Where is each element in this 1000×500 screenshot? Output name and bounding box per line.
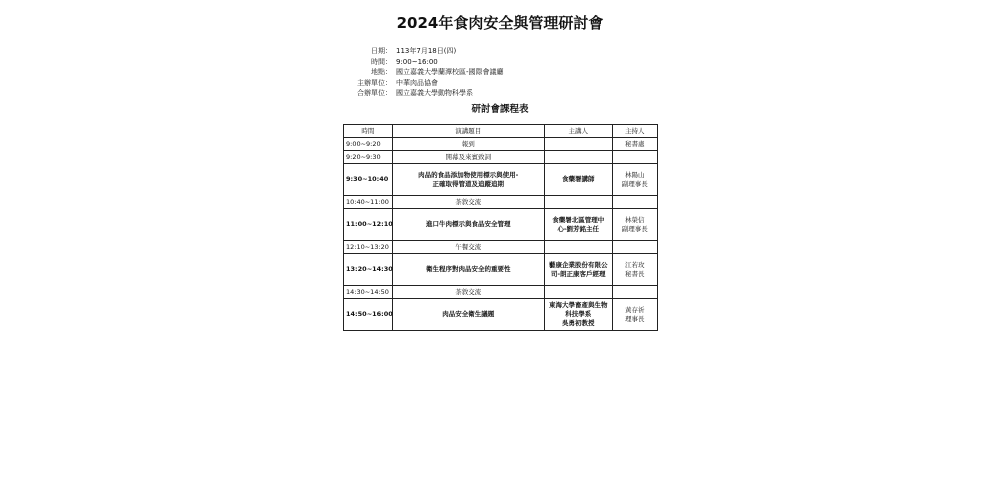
host-line: 林榮信 (625, 215, 645, 224)
table-row (344, 151, 658, 164)
time-cell: 10:40~11:00 (344, 196, 393, 209)
host-cell (612, 164, 657, 196)
time-cell: 9:00~9:20 (344, 138, 393, 151)
time-cell: 14:30~14:50 (344, 286, 393, 299)
topic-cell: 肉品安全衛生議題 (392, 299, 544, 331)
topic-line: 正確取得管道及追蹤追期 (432, 179, 504, 188)
info-label: 地點： (371, 68, 392, 76)
host-cell (612, 196, 657, 209)
host-line: 副理事長 (621, 179, 648, 188)
host-cell (612, 286, 657, 299)
speaker-cell (544, 196, 612, 209)
info-label: 日期： (371, 47, 392, 55)
info-row-time (330, 57, 504, 68)
speaker-cell (544, 241, 612, 254)
host-line: 秘書長 (625, 269, 645, 278)
host-line: 黃存祈 (625, 305, 645, 314)
time-cell: 9:30~10:40 (344, 164, 393, 196)
speaker-line: 吳勇初教授 (561, 319, 595, 327)
info-label: 主辦單位： (357, 78, 392, 87)
speaker-cell (544, 286, 612, 299)
header-speaker: 主講人 (544, 125, 612, 138)
time-cell: 12:10~13:20 (344, 241, 393, 254)
schedule-table (343, 124, 658, 331)
info-row-co-organizer (330, 88, 504, 99)
speaker-cell: 食藥署講師 (544, 164, 612, 196)
host-line: 林陽山 (625, 170, 645, 179)
topic-line: 肉品的食品添加物使用標示與使用- (418, 170, 519, 179)
table-row (344, 209, 658, 241)
info-value: 9:00~16:00 (396, 57, 438, 66)
table-row (344, 164, 658, 196)
info-value: 國立嘉義大學蘭潭校區-國際會議廳 (396, 68, 504, 76)
speaker-line: 食藥署北區管理中 (552, 215, 605, 224)
topic-cell: 茶敘交流 (392, 286, 544, 299)
topic-cell: 報到 (392, 138, 544, 151)
header-topic: 演講題目 (392, 125, 544, 138)
topic-cell: 午餐交流 (392, 241, 544, 254)
host-cell (612, 241, 657, 254)
host-cell (612, 299, 657, 331)
speaker-line: 東海大學畜產與生物 (548, 301, 608, 309)
topic-cell (392, 164, 544, 196)
speaker-cell (544, 151, 612, 164)
speaker-line: 藝康企業股份有限公 (548, 260, 608, 269)
topic-cell: 衛生程序對肉品安全的重要性 (392, 254, 544, 286)
topic-cell: 茶敘交流 (392, 196, 544, 209)
info-row-location (330, 67, 504, 78)
speaker-cell (544, 254, 612, 286)
time-cell: 9:20~9:30 (344, 151, 393, 164)
info-label: 合辦單位： (357, 89, 392, 97)
topic-cell: 進口牛肉標示與食品安全管理 (392, 209, 544, 241)
page-title: 2024年食肉安全與管理研討會 (396, 14, 604, 32)
host-cell (612, 151, 657, 164)
host-cell (612, 209, 657, 241)
topic-cell: 開幕及來賓致詞 (392, 151, 544, 164)
table-header-row (344, 125, 658, 138)
info-value: 113年7月18日(四) (396, 47, 457, 55)
event-info (330, 46, 504, 99)
speaker-line: 心-劉芳銘主任 (557, 224, 600, 233)
time-cell: 13:20~14:30 (344, 254, 393, 286)
table-row (344, 196, 658, 209)
table-row (344, 138, 658, 151)
host-cell (612, 254, 657, 286)
table-row (344, 286, 658, 299)
schedule-title: 研討會課程表 (471, 104, 529, 115)
info-label: 時間： (371, 57, 392, 66)
host-line: 江若玫 (625, 260, 645, 269)
host-cell: 秘書處 (612, 138, 657, 151)
host-line: 副理事長 (621, 224, 648, 233)
speaker-cell (544, 138, 612, 151)
info-value: 國立嘉義大學動物科學系 (396, 89, 473, 97)
info-row-date (330, 46, 504, 57)
host-line: 理事長 (625, 314, 645, 323)
speaker-line: 科技學系 (565, 310, 592, 318)
table-row (344, 254, 658, 286)
time-cell: 11:00~12:10 (344, 209, 393, 241)
header-time: 時間 (344, 125, 393, 138)
speaker-cell (544, 209, 612, 241)
header-host: 主持人 (612, 125, 657, 138)
info-value: 中華肉品協會 (396, 78, 438, 87)
info-row-organizer (330, 78, 504, 89)
time-cell: 14:50~16:00 (344, 299, 393, 331)
table-row (344, 299, 658, 331)
speaker-line: 司-朗正康客戶經理 (550, 269, 606, 278)
table-row (344, 241, 658, 254)
speaker-cell (544, 299, 612, 331)
